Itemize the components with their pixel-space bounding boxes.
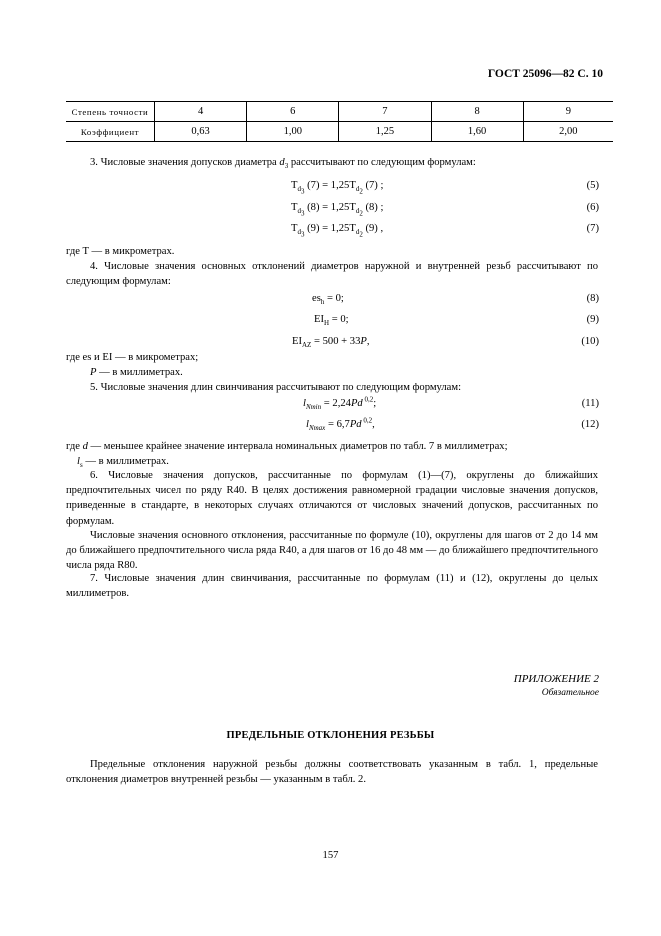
paragraph-6: 6. Числовые значения допусков, рассчитанные по формулам (1)—(7), округлены до ближайших предпочтительных чисел по ряду R40. В целях достижения равномерной градации числовые значения допусков, приведенные в стандарте, в некоторых случаях отличаются от числовых значений допусков, рассчитанных по формулам. <box>66 470 598 527</box>
table-cell: 1,00 <box>247 122 339 142</box>
document-header: ГОСТ 25096—82 С. 10 <box>487 68 603 80</box>
table-row <box>66 102 613 122</box>
paragraph-6b: Числовые значения основного отклонения, рассчитанные по формуле (10), округлены для шагов от 2 до 14 мм до ближайшего предпочтительного числа ряда R40, а для шагов от 16 до 48 мм — до ближайшего предпочтительного числа ряда R80. <box>66 530 598 572</box>
formula-12: $l_{Nmax} = 6,7Pd$ $^{0,2}$, <box>306 416 375 433</box>
table-cell: 9 <box>523 102 613 122</box>
table-cell: 6 <box>247 102 339 122</box>
table-cell: 4 <box>155 102 247 122</box>
formula-6: $T_{d_3}$ $(8) = 1,25T_{d_2}$ (8) ; <box>291 202 384 218</box>
paragraph-7: 7. Числовые значения длин свинчивания, рассчитанные по формулам (11) и (12), округлены до целых миллиметров. <box>66 573 598 600</box>
table-cell: 2,00 <box>523 122 613 142</box>
paragraph-final: Предельные отклонения наружной резьбы должны соответствовать указанным в табл. 1, предельные отклонения диаметров внутренней резьбы — указанным в табл. 2. <box>66 759 598 786</box>
formula-number: (11) <box>581 398 599 409</box>
formula-11: $l_{Nmin} = 2,24Pd$ $^{0,2}$; <box>303 395 377 412</box>
formula-number: (6) <box>586 202 599 213</box>
paragraph-5: 5. Числовые значения длин свинчивания рассчитывают по следующим формулам: <box>90 382 462 393</box>
where-es: где es и EI — в микрометрах; <box>66 352 199 363</box>
formula-number: (7) <box>586 223 599 234</box>
paragraph-3: 3. Числовые значения допусков диаметра $d_3$ рассчитывают по следующим формулам: <box>90 157 476 171</box>
formula-10: $EI_{AZ} = 500 + 33P$, <box>292 336 370 350</box>
where-t: где T — в микрометрах. <box>66 246 175 257</box>
table-cell: 0,63 <box>155 122 247 142</box>
formula-number: (5) <box>586 180 599 191</box>
formula-9: $EI_H = 0$; <box>314 314 349 328</box>
formula-number: (10) <box>581 336 599 347</box>
where-p: P — в миллиметрах. <box>90 367 183 378</box>
formula-5: $T_{d_3}$ $(7) = 1,25T_{d_2}$ (7) ; <box>291 180 384 196</box>
table-row-label: Степень точности <box>66 102 155 122</box>
paragraph-4: 4. Числовые значения основных отклонений диаметров наружной и внутренней резьб рассчитывают по следующим формулам: <box>66 261 598 288</box>
accuracy-coefficient-table <box>66 101 613 142</box>
where-d: где d — меньшее крайнее значение интервала номинальных диаметров по табл. 7 в миллиметрах; <box>66 441 508 452</box>
table-row <box>66 122 613 142</box>
table-cell: 8 <box>431 102 523 122</box>
table-row-label: Коэффициент <box>66 122 155 142</box>
formula-number: (12) <box>581 419 599 430</box>
appendix-subtitle: Обязательное <box>541 688 599 698</box>
formula-number: (9) <box>586 314 599 325</box>
table-cell: 1,60 <box>431 122 523 142</box>
where-l: $l_s$ — в миллиметрах. <box>77 456 169 470</box>
formula-7: $T_{d_3}$ $(9) = 1,25T_{d_2}$ (9) , <box>291 223 384 239</box>
formula-number: (8) <box>586 293 599 304</box>
section-title: ПРЕДЕЛЬНЫЕ ОТКЛОНЕНИЯ РЕЗЬБЫ <box>226 730 435 741</box>
table-cell: 1,25 <box>339 122 431 142</box>
appendix-title: ПРИЛОЖЕНИЕ 2 <box>513 673 599 685</box>
table-cell: 7 <box>339 102 431 122</box>
page-number: 157 <box>322 850 339 861</box>
formula-8: $es_h = 0$; <box>312 293 344 307</box>
